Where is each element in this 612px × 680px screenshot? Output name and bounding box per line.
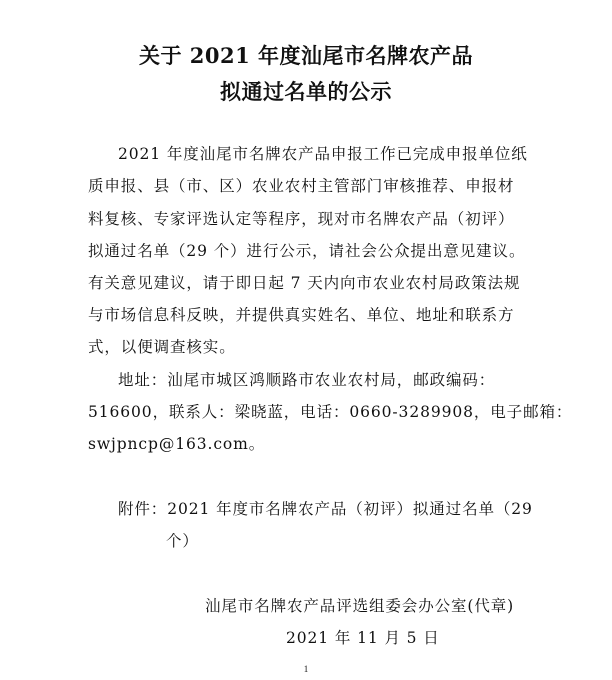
email-address: swjpncp@163.com。	[88, 435, 266, 453]
contact-line: 地址：汕尾市城区鸿顺路市农业农村局，邮政编码：	[118, 371, 496, 389]
body-line: 有关意见建议，请于即日起 7 天内向市农业农村局政策法规	[88, 274, 521, 292]
issuing-office: 汕尾市名牌农产品评选组委会办公室(代章)	[205, 597, 515, 615]
attachment-line: 附件：2021 年度市名牌农产品（初评）拟通过名单（29	[118, 500, 533, 518]
attachment-line: 个）	[166, 532, 199, 550]
issue-date: 2021 年 11 月 5 日	[286, 629, 440, 647]
body-line: 料复核、专家评选认定等程序，现对市名牌农产品（初评）	[88, 210, 515, 228]
body-line: 2021 年度汕尾市名牌农产品申报工作已完成申报单位纸	[118, 145, 528, 163]
document-title-line-2: 拟通过名单的公示	[220, 79, 392, 104]
body-line: 与市场信息科反映，并提供真实姓名、单位、地址和联系方	[88, 306, 515, 324]
body-line: 式，以便调查核实。	[88, 338, 236, 356]
contact-line: 516600，联系人：梁晓蓝，电话：0660-3289908，电子邮箱：	[88, 403, 573, 421]
body-line: 拟通过名单（29 个）进行公示，请社会公众提出意见建议。	[88, 242, 526, 260]
document-title-line-1: 关于 2021 年度汕尾市名牌农产品	[138, 43, 474, 68]
page-number: 1	[303, 664, 309, 674]
body-line: 质申报、县（市、区）农业农村主管部门审核推荐、申报材	[88, 177, 515, 195]
